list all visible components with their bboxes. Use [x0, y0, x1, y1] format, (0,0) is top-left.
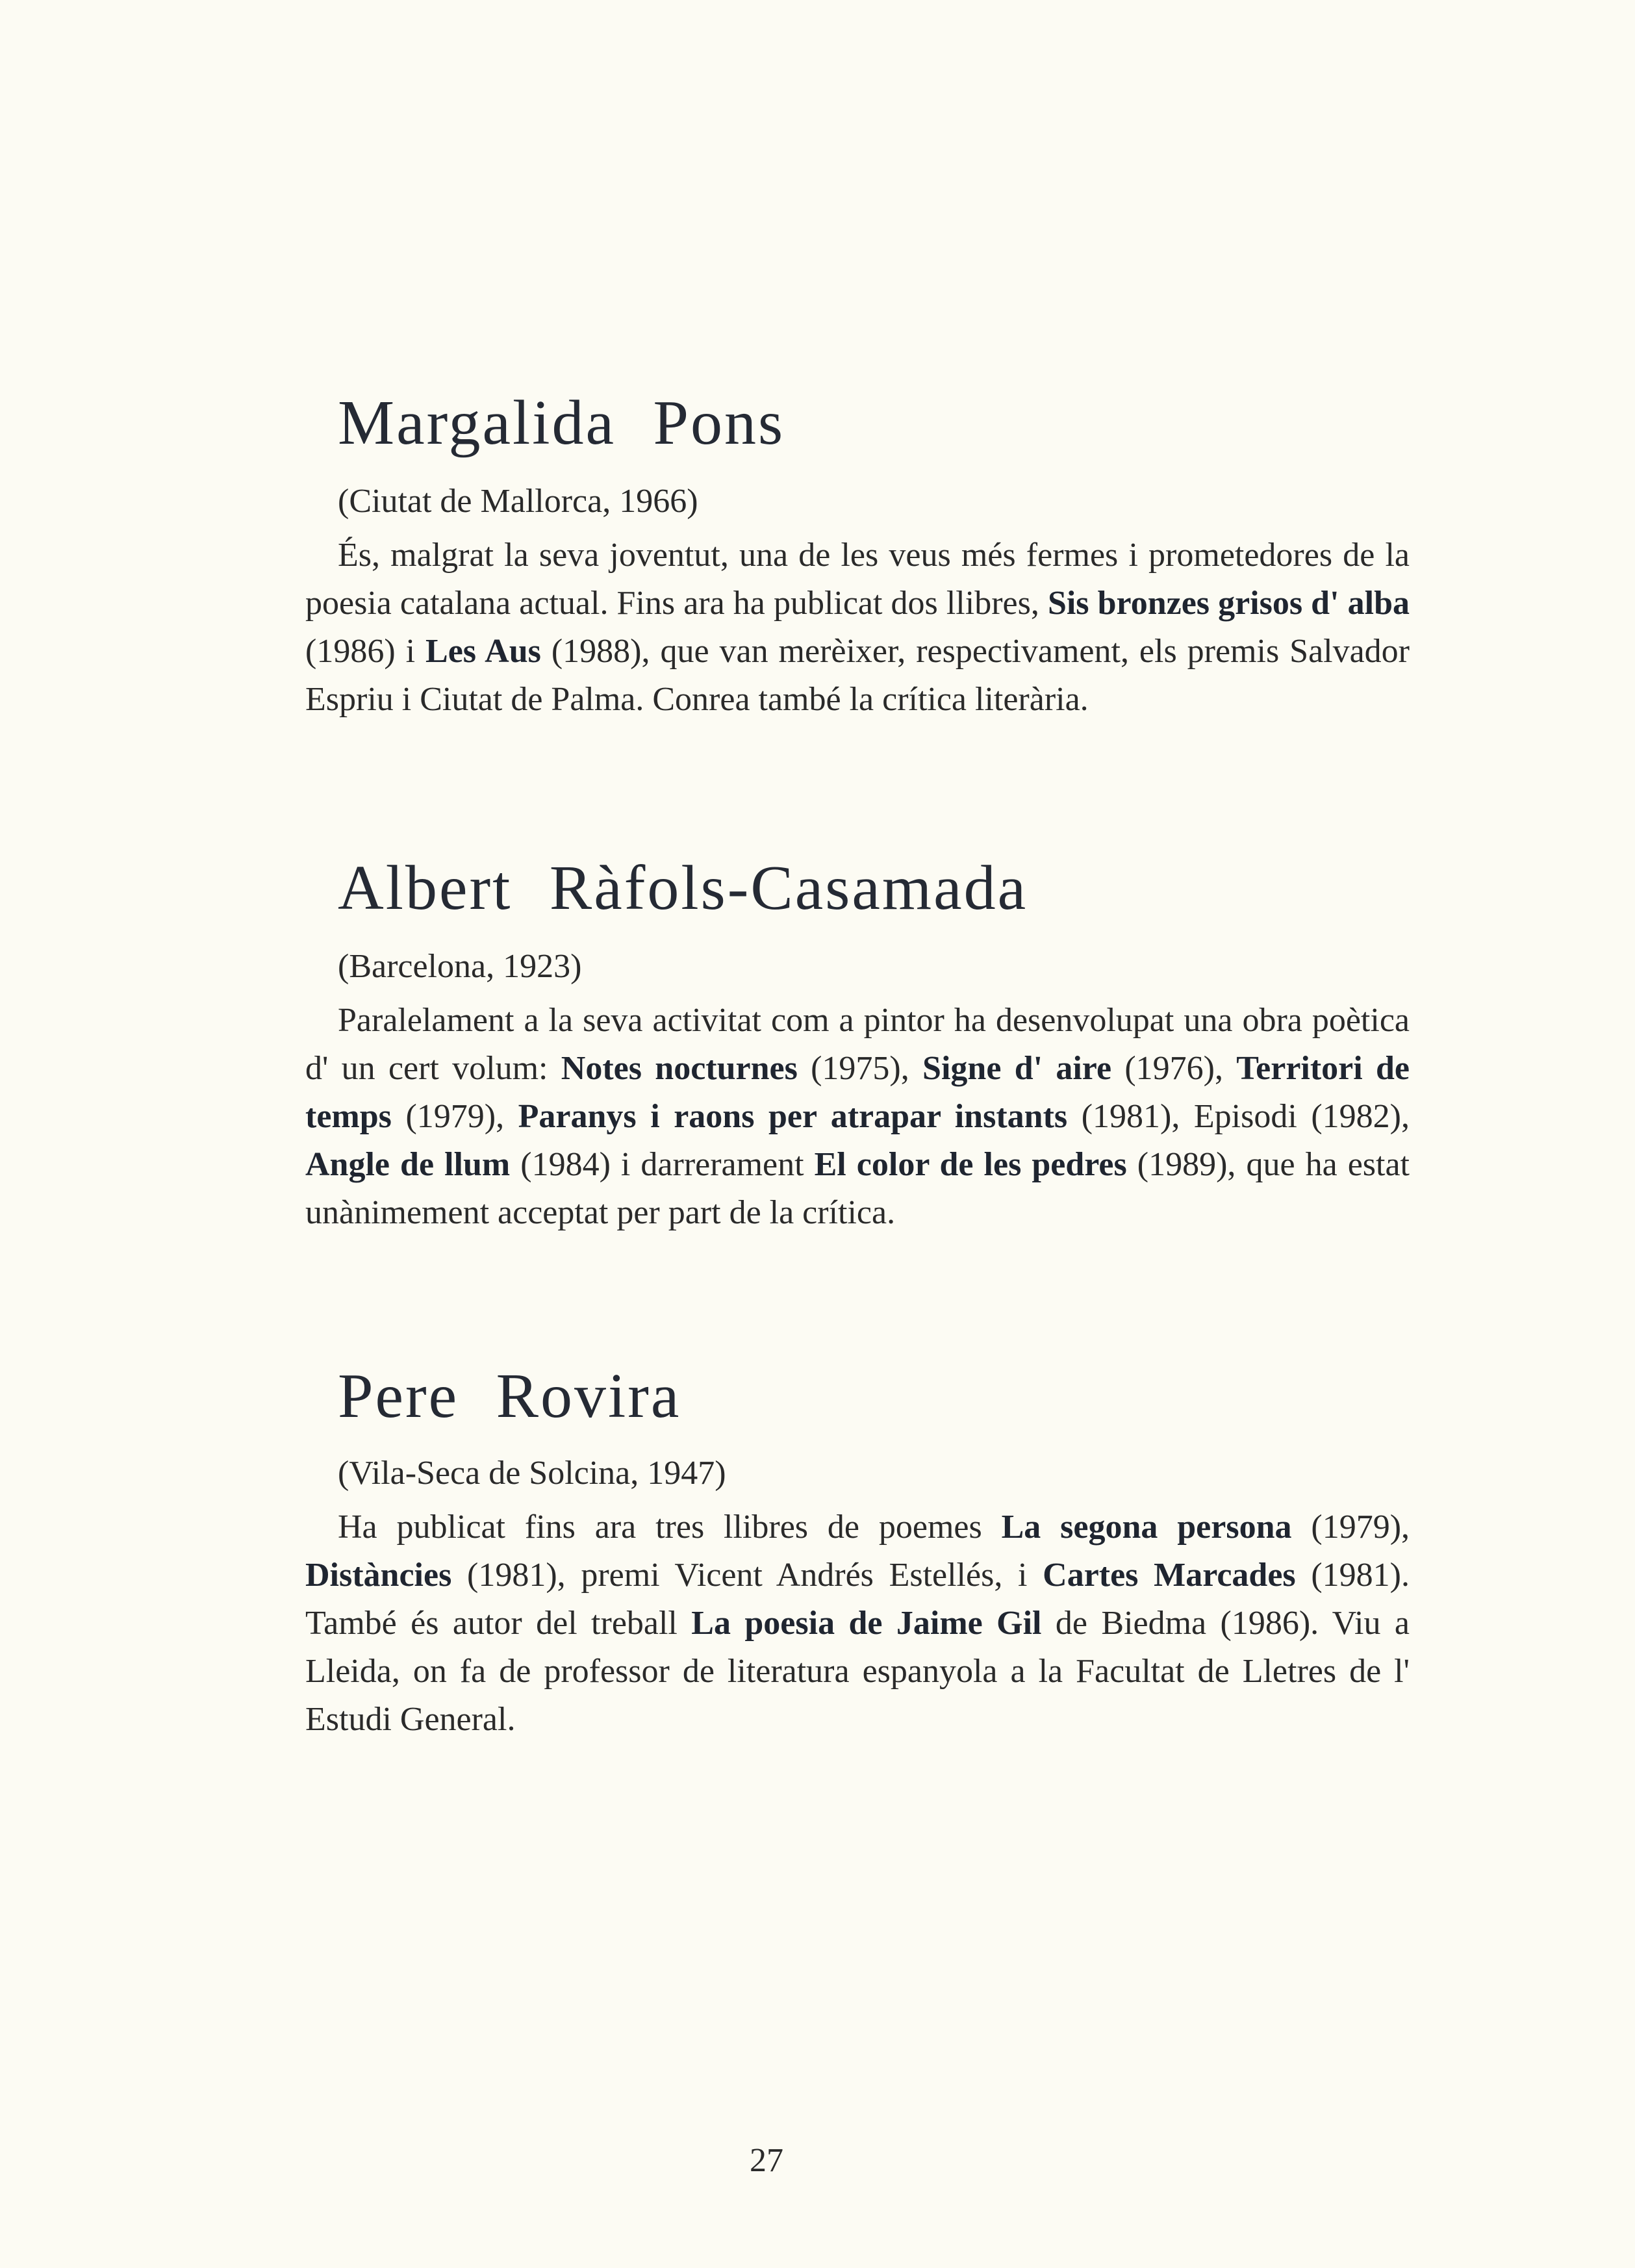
author-origin: (Vila-Seca de Solcina, 1947)	[338, 1455, 726, 1492]
author-entry-margalida-pons	[305, 388, 1410, 724]
book-title: Les Aus	[425, 633, 541, 670]
bio-text: de Biedma (1986). Viu a Lleida, on fa de professor de literatura espanyola a la Facultat de Lletres de l' Estudi General.	[305, 1605, 1410, 1738]
bio-text: Ha publicat fins ara tres llibres de poemes	[338, 1509, 1002, 1546]
book-title: La poesia de Jaime Gil	[691, 1605, 1042, 1642]
book-title: Cartes Marcades	[1043, 1557, 1296, 1594]
author-entry-pere-rovira	[305, 1361, 1410, 1744]
bio-text: (1986) i	[305, 633, 426, 670]
author-bio	[305, 531, 1410, 724]
book-title: Paranys i raons per atrapar instants	[518, 1098, 1068, 1135]
book-title: Distàncies	[305, 1557, 452, 1594]
book-title: La segona persona	[1001, 1509, 1292, 1546]
bio-text: (1988), que van merèixer, respectivament, els premis Salvador Espriu i Ciutat de Palma. Conrea també la crítica literària.	[305, 633, 1410, 718]
bio-text: (1981), premi Vicent Andrés Estellés, i	[451, 1557, 1043, 1594]
author-origin: (Ciutat de Mallorca, 1966)	[338, 483, 698, 520]
book-title: Notes nocturnes	[561, 1050, 798, 1087]
bio-text: (1976),	[1111, 1050, 1237, 1087]
author-bio	[305, 1503, 1410, 1744]
author-name: Albert Ràfols-Casamada	[338, 853, 1028, 923]
author-name: Margalida Pons	[338, 388, 785, 458]
book-title: El color de les pedres	[814, 1146, 1127, 1183]
author-bio	[305, 997, 1410, 1237]
book-title: Signe d' aire	[922, 1050, 1112, 1087]
bio-text: (1984) i darrerament	[510, 1146, 815, 1183]
bio-text: (1981). També és autor del treball	[305, 1557, 1410, 1642]
bio-text: (1989), que ha estat unànimement acceptat per part de la crítica.	[305, 1146, 1410, 1231]
bio-text: Paralelament a la seva activitat com a pintor ha desenvolupat una obra poètica d' un cert volum:	[305, 1002, 1410, 1087]
page-number: 27	[750, 2142, 783, 2179]
bio-text: (1981), Episodi (1982),	[1067, 1098, 1410, 1135]
book-title: Sis bronzes grisos d' alba	[1047, 585, 1410, 622]
author-name: Pere Rovira	[338, 1361, 681, 1431]
bio-text: (1979),	[1291, 1509, 1410, 1546]
bio-text: És, malgrat la seva joventut, una de les veus més fermes i prometedores de la poesia catalana actual. Fins ara ha publicat dos llibres,	[305, 537, 1410, 622]
author-origin: (Barcelona, 1923)	[338, 948, 582, 985]
bio-text: (1979),	[391, 1098, 518, 1135]
bio-text: (1975),	[797, 1050, 923, 1087]
book-title: Angle de llum	[305, 1146, 511, 1183]
author-entry-albert-rafols-casamada	[305, 853, 1410, 1237]
book-title: Territori de temps	[305, 1050, 1410, 1135]
